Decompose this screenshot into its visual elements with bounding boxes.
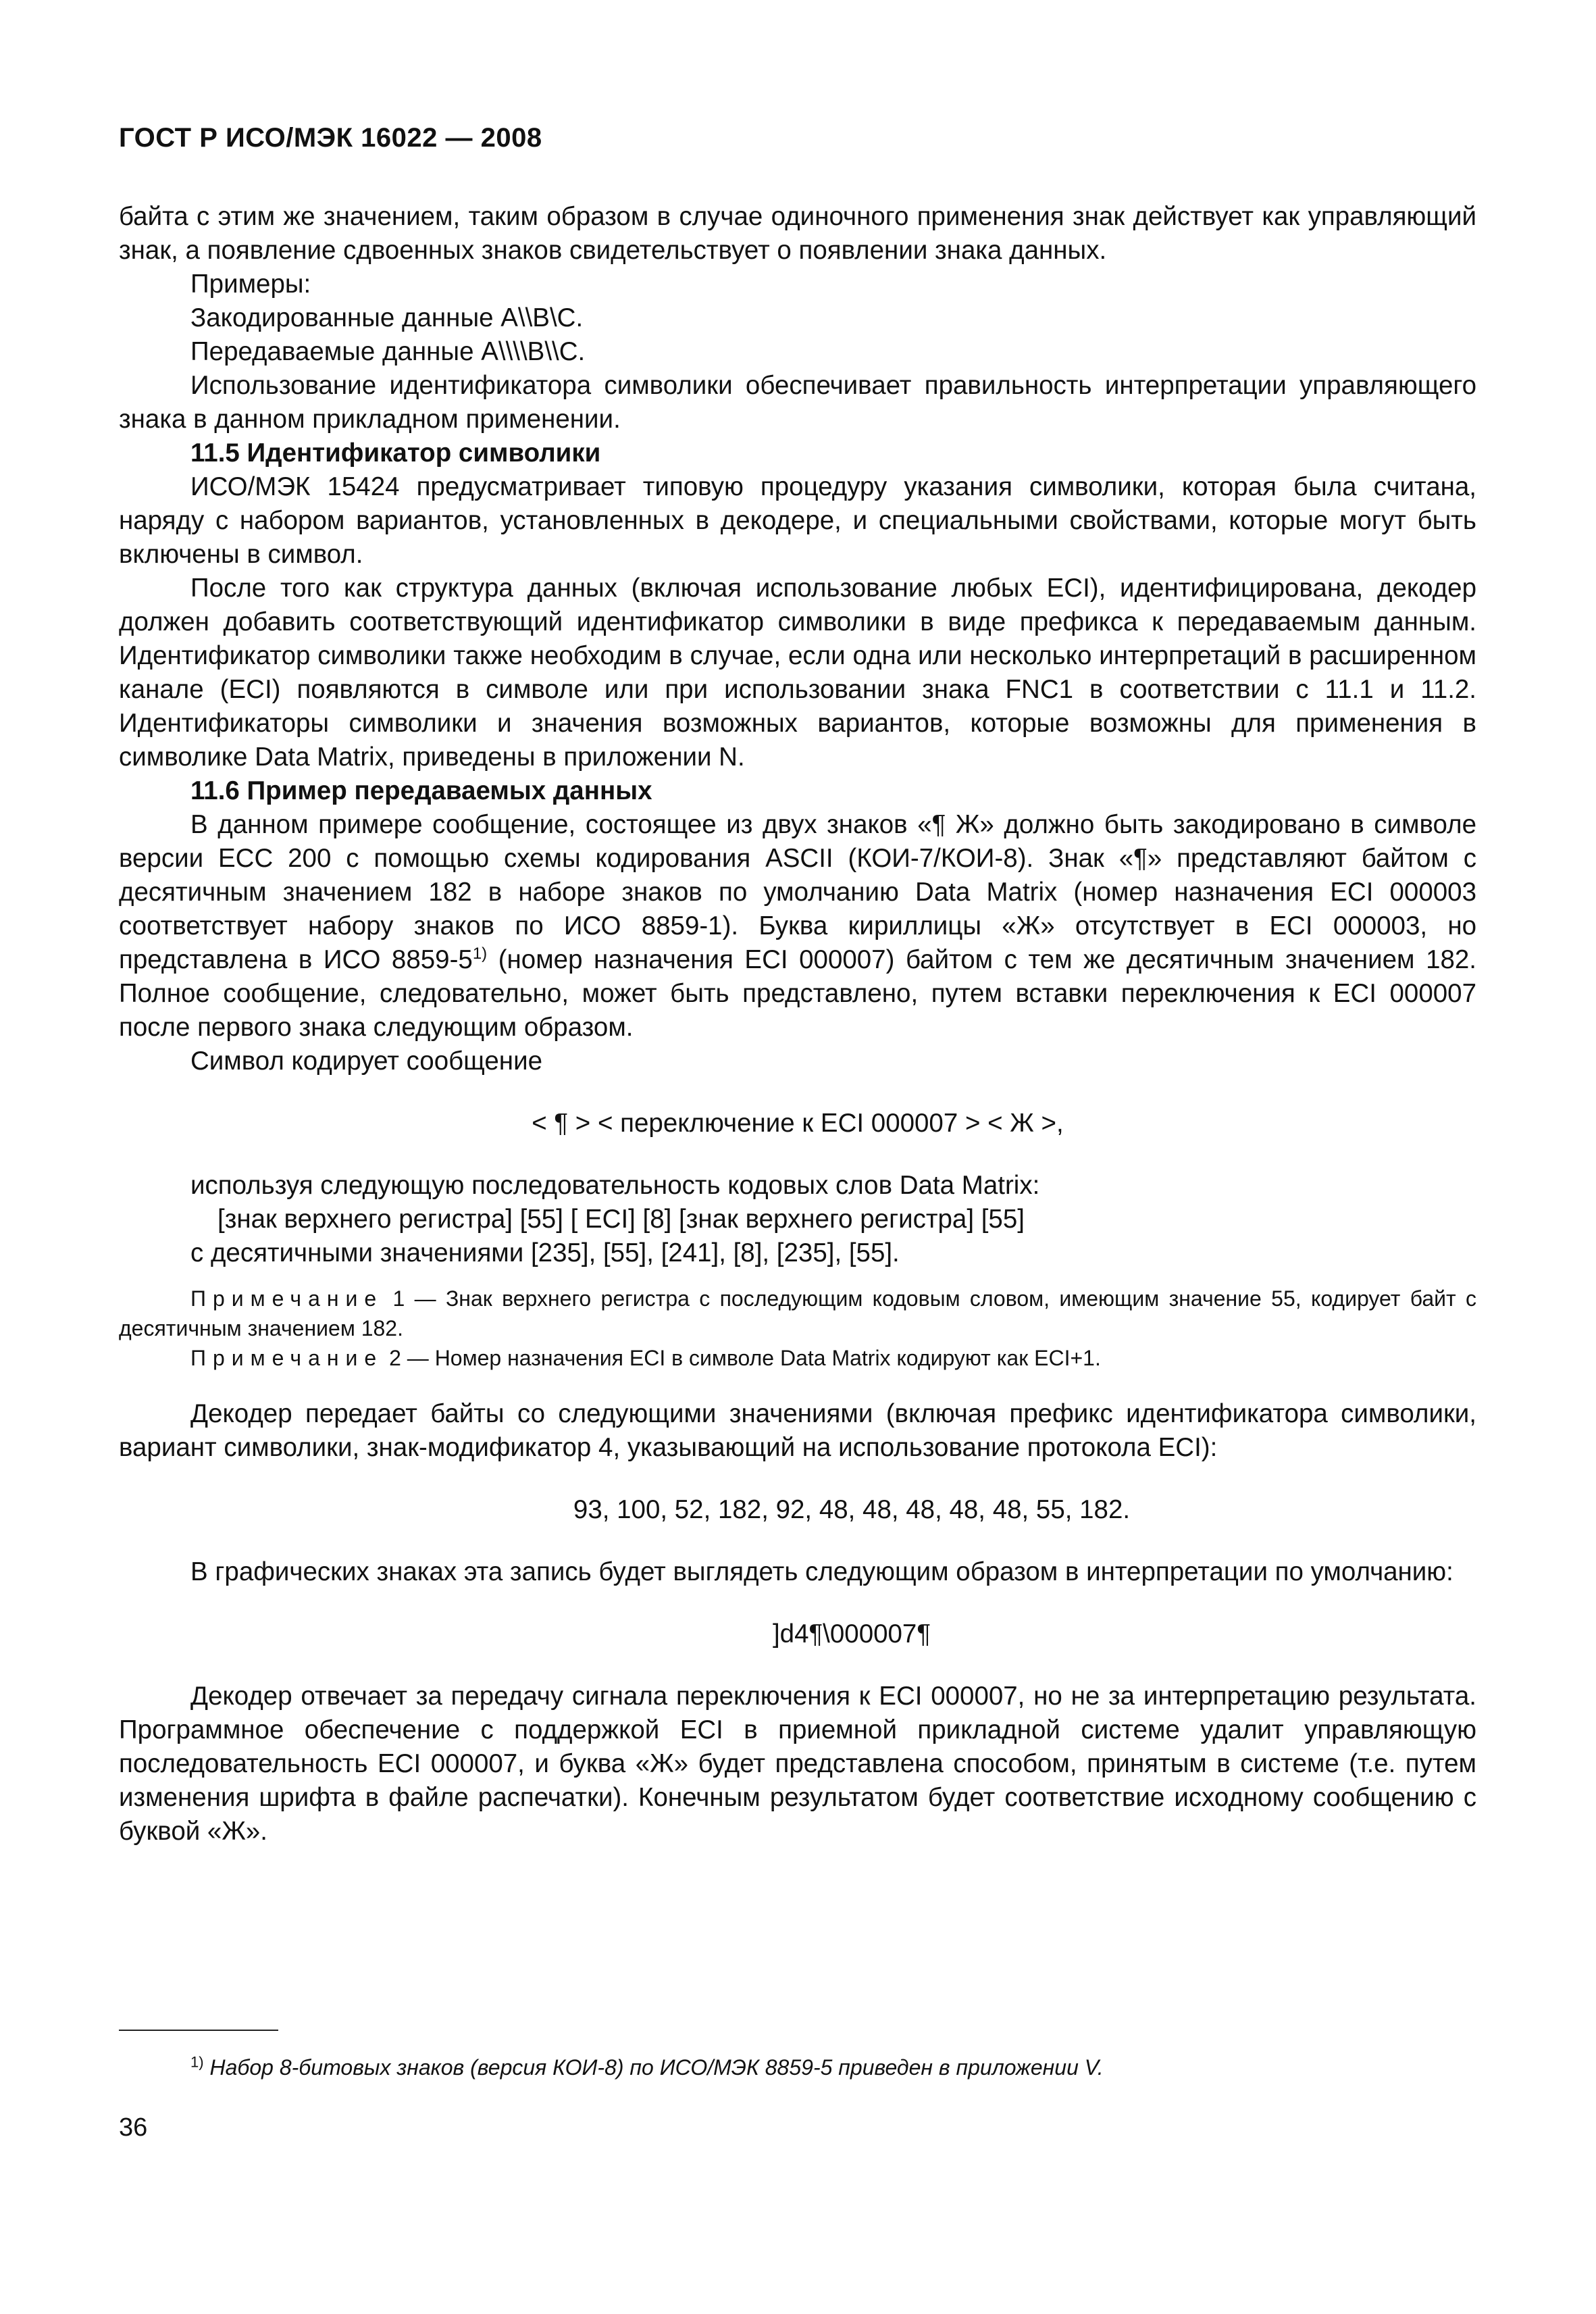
footnote: [190, 2053, 1104, 2082]
note-2-label: Примечание: [190, 1346, 384, 1370]
paragraph-symbology-identifier-usage: Использование идентификатора символики обеспечивает правильность интерпретации управляющего знака в данном прикладном применении.: [119, 371, 1476, 434]
encoded-message: < ¶ > < переключение к ECI 000007 > < Ж >,: [532, 1109, 1064, 1138]
paragraph-graphic-characters: В графических знаках эта запись будет выглядеть следующим образом в интерпретации по умолчанию:: [190, 1557, 1453, 1586]
paragraph-decoder-responsibility: Декодер отвечает за передачу сигнала переключения к ECI 000007, но не за интерпретацию результата. Программное обеспечение с поддержкой ECI в приемной прикладной системе удалит управляющую последовательность ECI 000007, и буква «Ж» будет представлена способом, принятым в системе (т.е. путем изменения шрифта в файле распечатки). Конечным результатом будет соответствие исходному сообщению с буквой «Ж».: [119, 1682, 1476, 1846]
footnote-reference: 1): [472, 945, 488, 963]
footnote-divider: [119, 2030, 278, 2031]
paragraph-decoder-bytes: Декодер передает байты со следующими значениями (включая префикс идентификатора символики, вариант символики, знак-модификатор 4, указывающий на использование протокола ECI):: [119, 1399, 1476, 1462]
paragraph-decoder-prefix: После того как структура данных (включая использование любых ECI), идентифицирована, декодер должен добавить соответствующий идентификатор символики в виде префикса к передаваемым данным. Идентификатор символики также необходим в случае, если одна или несколько интерпретаций в расширенном канале (ECI) появляются в символе или при использовании знака FNC1 в соответствии с 11.1 и 11.2. Идентификаторы символики и значения возможных вариантов, которые возможны для применения в символике Data Matrix, приведены в приложении N.: [119, 574, 1476, 772]
document-body: [119, 200, 1476, 1848]
example-encoded: Закодированные данные A\\B\C.: [190, 303, 584, 332]
paragraph-codeword-sequence: используя следующую последовательность кодовых слов Data Matrix:: [190, 1171, 1040, 1200]
section-heading-11-5: 11.5 Идентификатор символики: [190, 438, 601, 468]
examples-label: Примеры:: [190, 270, 311, 299]
document-header: ГОСТ Р ИСО/МЭК 16022 — 2008: [119, 123, 542, 153]
decimal-values: с десятичными значениями [235], [55], [241], [8], [235], [55].: [190, 1238, 900, 1267]
note-2: [119, 1343, 1476, 1373]
section-heading-11-6: 11.6 Пример передаваемых данных: [190, 776, 652, 805]
paragraph-continuation: байта с этим же значением, таким образом в случае одиночного применения знак действует как управляющий знак, а появление сдвоенных знаков свидетельствует о появлении знака данных.: [119, 202, 1476, 265]
codeword-list: [знак верхнего регистра] [55] [ ECI] [8] [знак верхнего регистра] [55]: [217, 1205, 1025, 1234]
note-1: [119, 1284, 1476, 1343]
paragraph-example-text-b: (номер назначения ECI 000007) байтом с тем же десятичным значением 182. Полное сообщение, следовательно, может быть представлено, путем вставки переключения к ECI 000007 после первого знака следующим образом.: [119, 945, 1476, 1042]
footnote-marker: 1): [190, 2053, 204, 2071]
paragraph-symbol-encodes: Символ кодирует сообщение: [190, 1047, 542, 1076]
byte-values: 93, 100, 52, 182, 92, 48, 48, 48, 48, 48, 55, 182.: [573, 1495, 1131, 1524]
note-1-text: 1 — Знак верхнего регистра с последующим кодовым словом, имеющим значение 55, кодирует байт с десятичным значением 182.: [119, 1286, 1476, 1340]
paragraph-example-message: [119, 808, 1476, 1045]
example-transmitted: Передаваемые данные A\\\\B\\C.: [190, 337, 586, 366]
footnote-text: Набор 8-битовых знаков (версия КОИ-8) по ИСО/МЭК 8859-5 приведен в приложении V.: [203, 2055, 1104, 2080]
graphic-representation: ]d4¶\000007¶: [772, 1619, 931, 1649]
paragraph-example-text-a: В данном примере сообщение, состоящее из двух знаков «¶ Ж» должно быть закодировано в символе версии ECC 200 с помощью схемы кодирования ASCII (КОИ-7/КОИ-8). Знак «¶» представляют байтом с десятичным значением 182 в наборе знаков по умолчанию Data Matrix (номер назначения ECI 000003 соответствует набору знаков по ИСО 8859-1). Буква кириллицы «Ж» отсутствует в ECI 000003, но представлена в ИСО 8859-5: [119, 810, 1476, 974]
paragraph-iso-15424: ИСО/МЭК 15424 предусматривает типовую процедуру указания символики, которая была считана, наряду с набором вариантов, установленных в декодере, и специальными свойствами, которые могут быть включены в символ.: [119, 472, 1476, 569]
note-2-text: 2 — Номер назначения ECI в символе Data Matrix кодируют как ECI+1.: [383, 1346, 1101, 1370]
page-number: 36: [119, 2113, 148, 2142]
note-1-label: Примечание: [190, 1286, 384, 1311]
